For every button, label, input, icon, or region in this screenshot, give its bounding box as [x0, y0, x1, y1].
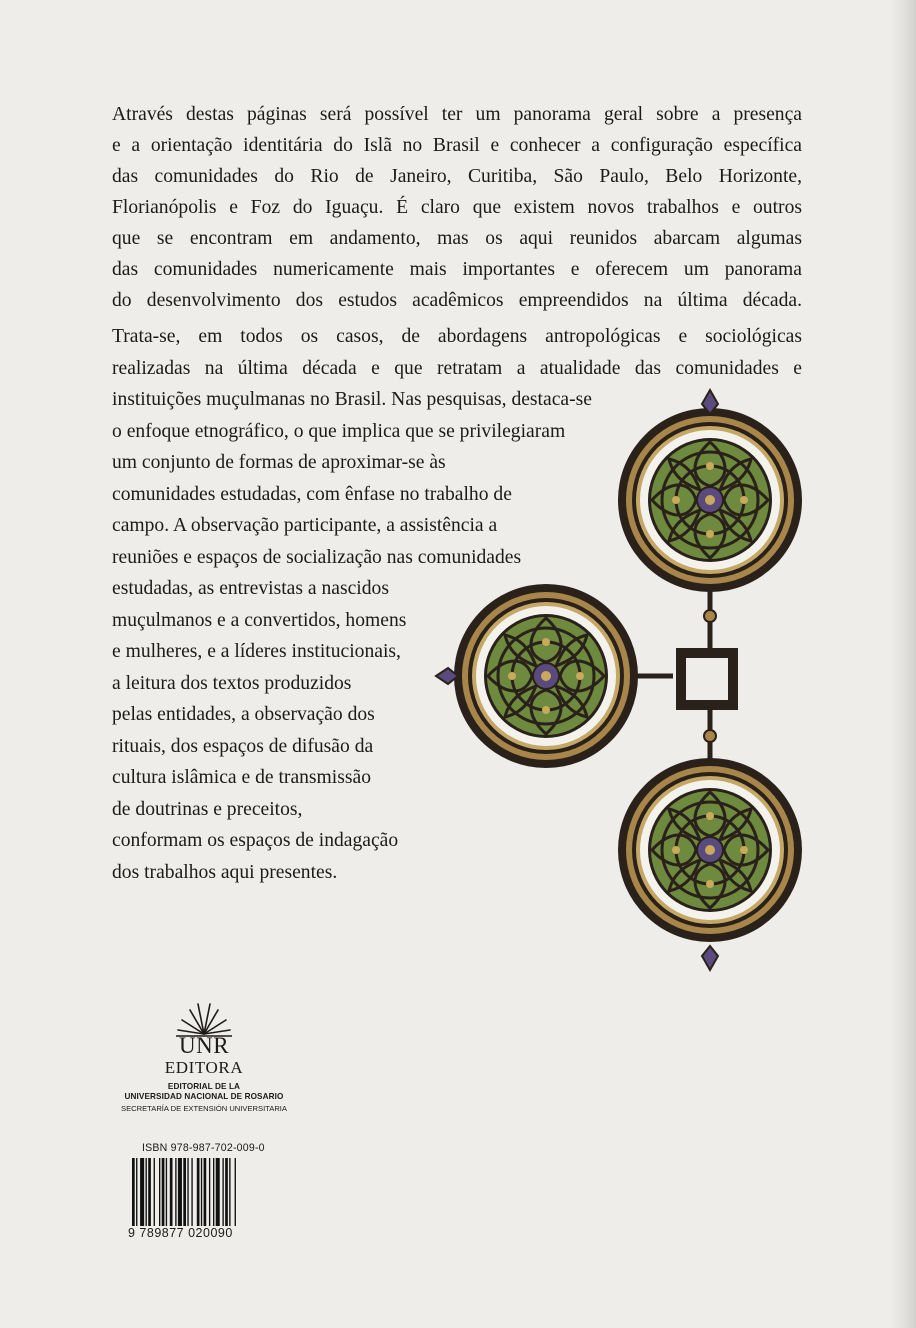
- barcode-bar: [166, 1158, 167, 1232]
- paragraph-2-line: comunidades estudadas, com ênfase no trabalho de: [112, 483, 512, 505]
- paragraph-2-line: de doutrinas e preceitos,: [112, 798, 303, 820]
- barcode-digits: 9 789877 020090: [126, 1226, 282, 1240]
- barcode-bar: [178, 1158, 182, 1232]
- barcode-bar: [235, 1158, 236, 1232]
- publisher-line-2: UNIVERSIDAD NACIONAL DE ROSARIO: [124, 1092, 284, 1101]
- paragraph-2-line: cultura islâmica e de transmissão: [112, 767, 371, 788]
- paragraph-2-line: muçulmanos e a convertidos, homens: [112, 609, 407, 631]
- barcode-bar: [140, 1158, 144, 1232]
- paragraph-2-line: campo. A observação participante, a assistência a: [112, 515, 498, 536]
- barcode-bar: [136, 1158, 137, 1232]
- paragraph-2-line: realizadas na última década e que retratam a atualidade das comunidades e: [112, 357, 802, 379]
- paragraph-2-line: a leitura dos textos produzidos: [112, 672, 352, 694]
- barcode-bar: [183, 1158, 186, 1232]
- barcode-bar: [170, 1158, 173, 1232]
- barcode-bar: [132, 1158, 135, 1232]
- paragraph-2-line: rituais, dos espaços de difusão da: [112, 735, 374, 757]
- paragraph-2-line: pelas entidades, a observação dos: [112, 704, 375, 725]
- barcode-bar: [154, 1158, 155, 1232]
- barcode-bar: [162, 1158, 165, 1232]
- paragraph-2-line: dos trabalhos aqui presentes.: [112, 861, 338, 883]
- barcode-bar: [213, 1158, 214, 1232]
- publisher-line-3: SECRETARÍA DE EXTENSIÓN UNIVERSITARIA: [121, 1104, 287, 1113]
- barcode-bar: [146, 1158, 147, 1232]
- barcode-bar: [159, 1158, 160, 1232]
- paragraph-2-line: um conjunto de formas de aproximar-se às: [112, 452, 446, 473]
- barcode-bar: [216, 1158, 220, 1232]
- medallion-ornament: [418, 380, 838, 980]
- isbn-label: ISBN 978-987-702-009-0: [142, 1142, 265, 1154]
- barcode-bar: [148, 1158, 151, 1232]
- paragraph-1: [112, 99, 802, 316]
- paragraph-2-line: Trata-se, em todos os casos, de abordagens antropológicas e sociológicas: [112, 326, 802, 347]
- barcode-bar: [209, 1158, 210, 1232]
- paragraph-2-line: conformam os espaços de indagação: [112, 830, 399, 851]
- page-edge-shadow: [890, 0, 916, 1328]
- barcode-bar: [204, 1158, 207, 1232]
- barcode: [128, 1158, 276, 1232]
- barcode-bar: [191, 1158, 192, 1232]
- barcode-bar: [222, 1158, 223, 1232]
- publisher-line-1: EDITORIAL DE LA: [167, 1082, 241, 1091]
- paragraph-1-line: Florianópolis e Foz do Iguaçu. É claro que existem novos trabalhos e outros: [112, 197, 802, 218]
- paragraph-2-line: e mulheres, e a líderes institucionais,: [112, 641, 401, 662]
- paragraph-2-line: instituições muçulmanas no Brasil. Nas pesquisas, destaca-se: [112, 389, 592, 410]
- barcode-bar: [187, 1158, 188, 1232]
- paragraph-1-line: das comunidades do Rio de Janeiro, Curitiba, São Paulo, Belo Horizonte,: [112, 166, 802, 187]
- barcode-bar: [175, 1158, 176, 1232]
- barcode-bar: [225, 1158, 228, 1232]
- paragraph-1-line: do desenvolvimento dos estudos acadêmicos empreendidos na última década.: [112, 290, 802, 311]
- paragraph-1-line: Através destas páginas será possível ter um panorama geral sobre a presença: [112, 104, 802, 125]
- paragraph-1-line: e a orientação identitária do Islã no Brasil e conhecer a configuração específica: [112, 135, 802, 156]
- barcode-bar: [197, 1158, 200, 1232]
- paragraph-2-line: o enfoque etnográfico, o que implica que se privilegiaram: [112, 420, 566, 442]
- paragraph-1-line: das comunidades numericamente mais importantes e oferecem um panorama: [112, 259, 802, 280]
- barcode-bar: [229, 1158, 230, 1232]
- publisher-name: UNR: [178, 1033, 230, 1058]
- barcode-bar: [201, 1158, 202, 1232]
- paragraph-1-line: que se encontram em andamento, mas os aqui reunidos abarcam algumas: [112, 228, 802, 249]
- publisher-imprint: EDITORA: [164, 1058, 244, 1077]
- paragraph-2-line: estudadas, as entrevistas a nascidos: [112, 578, 389, 599]
- paragraph-2-line: reuniões e espaços de socialização nas comunidades: [112, 546, 522, 568]
